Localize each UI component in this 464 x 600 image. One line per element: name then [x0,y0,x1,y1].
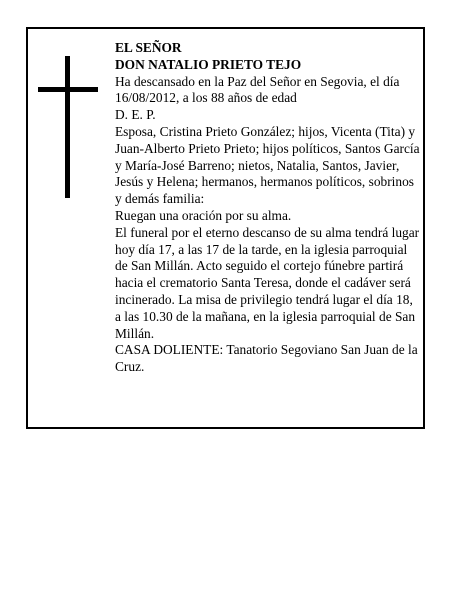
cross-horizontal-bar [38,87,98,92]
cross-icon [38,56,98,198]
family-list: Esposa, Cristina Prieto González; hijos, Vicenta (Tita) y Juan-Alberto Prieto Prieto; hijos políticos, Santos García y María-José Barreno; nietos, Natalia, Santos, Javier, Jesús y Helena; hermanos, hermanos políticos, sobrinos y demás familia: [115,123,420,207]
obituary-notice [26,27,425,429]
cross-vertical-bar [65,56,70,198]
dep-text: D. E. P. [115,107,156,123]
funeral-details: El funeral por el eterno descanso de su alma tendrá lugar hoy día 17, a las 17 de la tarde, en la iglesia parroquial de San Millán. Acto seguido el cortejo fúnebre partirá hacia el crematorio Santa Teresa, donde el cadáver será incinerado. La misa de privilegio tendrá lugar el día 18, a las 10.30 de la mañana, en la iglesia parroquial de San Millán. [115,224,420,341]
prayer-request: Ruegan una oración por su alma. [115,207,292,223]
notice-title-line1: EL SEÑOR [115,40,182,55]
death-announcement: Ha descansado en la Paz del Señor en Segovia, el día 16/08/2012, a los 88 años de edad [115,73,400,106]
casa-doliente: CASA DOLIENTE: Tanatorio Segoviano San Juan de la Cruz. [115,342,418,375]
notice-text [115,40,420,376]
notice-title-line2: DON NATALIO PRIETO TEJO [115,56,302,72]
